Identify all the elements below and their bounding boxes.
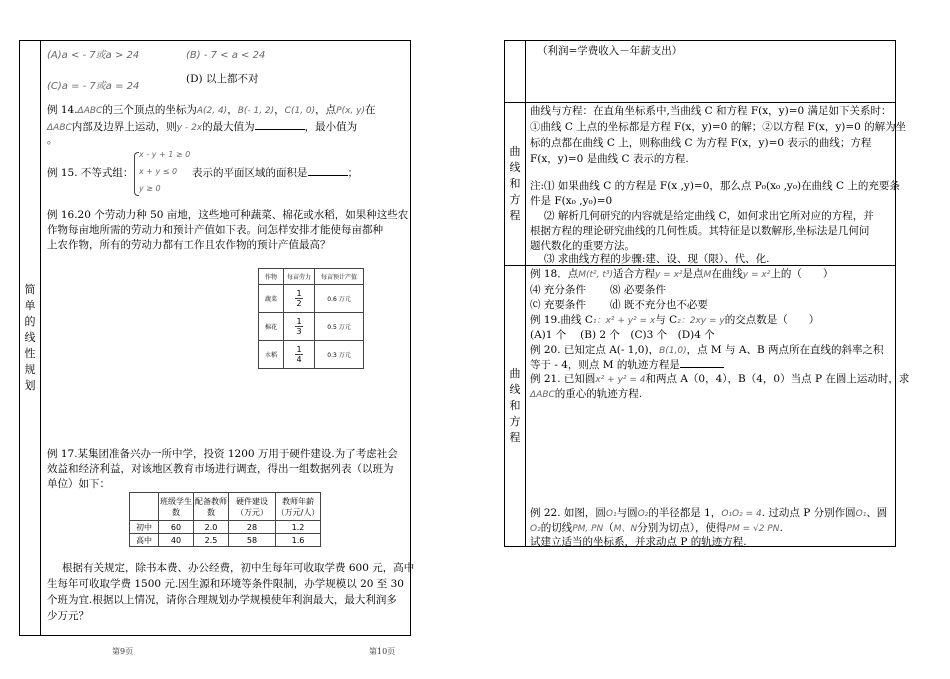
profit-note: （利润=学费收入－年薪支出） [537,45,683,57]
right-side-label-1-cell [504,102,526,266]
school-cell: 2.5 [194,534,229,547]
note-line3: ⑵ 解析几何研究的内容就是给定曲线 C，如何求出它所对应的方程，并 [544,210,874,222]
left-side-label: 简单的线性规划 [24,283,36,392]
ex15-ineq1: x - y + 1 ≥ 0 [139,150,191,159]
crop-name: 棉花 [259,313,284,341]
school-cell: 2.0 [194,521,229,534]
ex15-label: 例 15. 不等式组： [47,167,134,179]
ex16-line3: 上农作物，所有的劳动力都有工作且农作物的预计产值最高？ [47,239,331,251]
ex20-line1: 例 20. 已知定点 A(- 1,0)，B(1,0)，点 M 与 A、B 两点所在直线的斜率之积 [530,344,884,356]
crop-name: 水稻 [259,341,284,369]
ex19-line1: 例 19.曲线 C₁：x² + y² = x与 C₂：2xy = y的交点数是（ ） [530,314,820,326]
ex22-line3: 试建立适当的坐标系，并求动点 P 的轨迹方程. [530,536,747,548]
ex21-line1: 例 21. 已知圆x² + y² = 4和两点 A（0，4），B（4，0）当点 P 在圆上运动时，求 [530,373,910,385]
ex22-line1: 例 22. 如图，圆O₁与圆O₂的半径都是 1，O₁O₂ = 4. 过动点 P 分别作圆O₁、圆 [530,507,888,519]
crop-labor: 1 2 [284,285,315,313]
school-cell: 58 [229,534,276,547]
note-line2: 件是 F(x₀ ,y₀)=0 [530,195,613,207]
crop-table [258,268,364,369]
ex18-option-b: ⑻ 必要条件 [610,284,666,296]
ex16-line2: 作物每亩地所需的劳动力和预计产值如下表。问怎样安排才能使每亩都种 [47,224,383,236]
option-a: (A)a < - 7或a > 24 [47,50,140,61]
crop-name: 蔬菜 [259,285,284,313]
right-side-label-2: 曲线和方程 [509,367,521,444]
ex17-line3: 单位）如下： [47,478,110,490]
ex15-ineq3: y ≥ 0 [139,184,161,193]
right-side-label-1: 曲线和方程 [509,145,521,222]
school-cell: 60 [159,521,194,534]
ex14-end: 。 [47,134,58,146]
note-line4: 根据方程的理论研究曲线的几何性质。其特征是以数解形,坐标法是几何问 [530,225,870,237]
ex21-line2: ΔABC的重心的轨迹方程. [530,388,643,400]
crop-labor: 1 3 [284,313,315,341]
school-cell: 初中 [130,521,159,534]
left-side-label-cell [19,40,41,636]
option-c: (C)a = - 7或a = 24 [47,81,140,92]
ex17-line1: 例 17.某集团准备兴办一所中学，投资 1200 万用于硬件建设.为了考虑社会 [47,448,398,460]
ex17-line5: 生每年可收取学费 1500 元.因生源和环境等条件限制，办学规模以 20 至 30 [47,578,404,590]
ex18-option-a: ⑷ 充分条件 [530,284,586,296]
ex17-line4: 根据有关规定，除书本费、办公经费，初中生每年可收取学费 600 元，高中 [62,562,415,574]
ex20-line2: 等于 - 4，则点 M 的轨迹方程是 [530,357,724,374]
ex14-max-blank [255,129,305,130]
school-table [129,492,321,547]
ex18-line1: 例 18．点M(t², t³)适合方程y = x²是点M在曲线y = x²上的（ ） [530,268,834,280]
note-line6: ⑶ 求曲线方程的步骤:建、设、现（限）、代、化. [544,253,770,265]
school-cell: 28 [229,521,276,534]
ex18-option-d: ⒟ 既不充分也不必要 [610,299,708,311]
ex17-line2: 效益和经济利益，对该地区教育市场进行调查，得出一组数据列表（以班为 [47,463,394,475]
school-cell: 高中 [130,534,159,547]
ex19-options: (A)1 个 (B) 2 个 (C)3 个 (D)4 个 [530,329,715,341]
option-b: (B) - 7 < a < 24 [186,50,266,61]
option-d: (D) 以上都不对 [186,73,259,85]
school-cell: 1.6 [276,534,321,547]
definition-line2: ①曲线 C 上点的坐标都是方程 F(x，y)=0 的解；②以方程 F(x，y)=0 的解为坐 [530,121,907,133]
note-line5: 题代数化的重要方法。 [530,240,635,252]
right-side-label-2-cell [504,265,526,547]
ex15-ineq2: x + y ≤ 0 [139,167,178,176]
ex14-line2: ΔABC内部及边界上运动，则y - 2x的最大值为 ，最小值为 [47,121,358,133]
crop-header: 作物 [259,269,284,285]
ex22-line2: O₂的切线PM, PN（M、N分别为切点），使得PM = √2 PN. [530,522,783,534]
crop-value: 0.6 万元 [315,285,364,313]
right-page-number: 第10页 [369,647,396,656]
ex15-text: 表示的平面区域的面积是 ； [192,167,358,179]
school-header [130,493,159,521]
ex14-line1: 例 14.ΔABC的三个顶点的坐标为A(2, 4)，B(- 1, 2)，C(1, 0)，点P(x, y)在 [47,104,376,116]
right-top-side-cell [504,40,526,103]
note-line1: 注:⑴ 如果曲线 C 的方程是 F(x ,y)=0，那么点 P₀(x₀ ,y₀)在曲线 C 上的充要条 [530,180,900,192]
school-cell: 1.2 [276,521,321,534]
definition-line4: F(x，y)=0 是曲线 C 表示的方程. [530,153,689,165]
definition-line3: 标的点都在曲线 C 上，则称曲线 C 为方程 F(x，y)=0 表示的曲线；方程 [530,137,872,149]
ex17-line7: 少万元？ [47,610,89,622]
ex20-blank [680,367,724,368]
crop-value: 0.5 万元 [315,313,364,341]
school-header: 配备教师数 [194,493,229,521]
definition-line1: 曲线与方程：在直角坐标系中,当曲线 C 和方程 F(x，y)=0 满足如下关系时： [530,105,892,117]
ex17-line6: 个班为宜.根据以上情况，请你合理规划办学规模使年利润最大，最大利润多 [47,594,397,606]
crop-header: 每亩劳力 [284,269,315,285]
school-cell: 40 [159,534,194,547]
ex18-option-c: ⒞ 充要条件 [530,299,586,311]
ex16-line1: 例 16.20 个劳动力种 50 亩地，这些地可种蔬菜、棉花或水稻，如果种这些农 [47,209,409,221]
school-header: 硬件建设（万元） [229,493,276,521]
school-header: 班级学生数 [159,493,194,521]
ex15-blank [308,175,348,176]
left-page-number: 第9页 [112,647,134,656]
crop-value: 0.3 万元 [315,341,364,369]
crop-header: 每亩预计产值 [315,269,364,285]
school-header: 教师年薪（万元/人） [276,493,321,521]
crop-labor: 1 4 [284,341,315,369]
